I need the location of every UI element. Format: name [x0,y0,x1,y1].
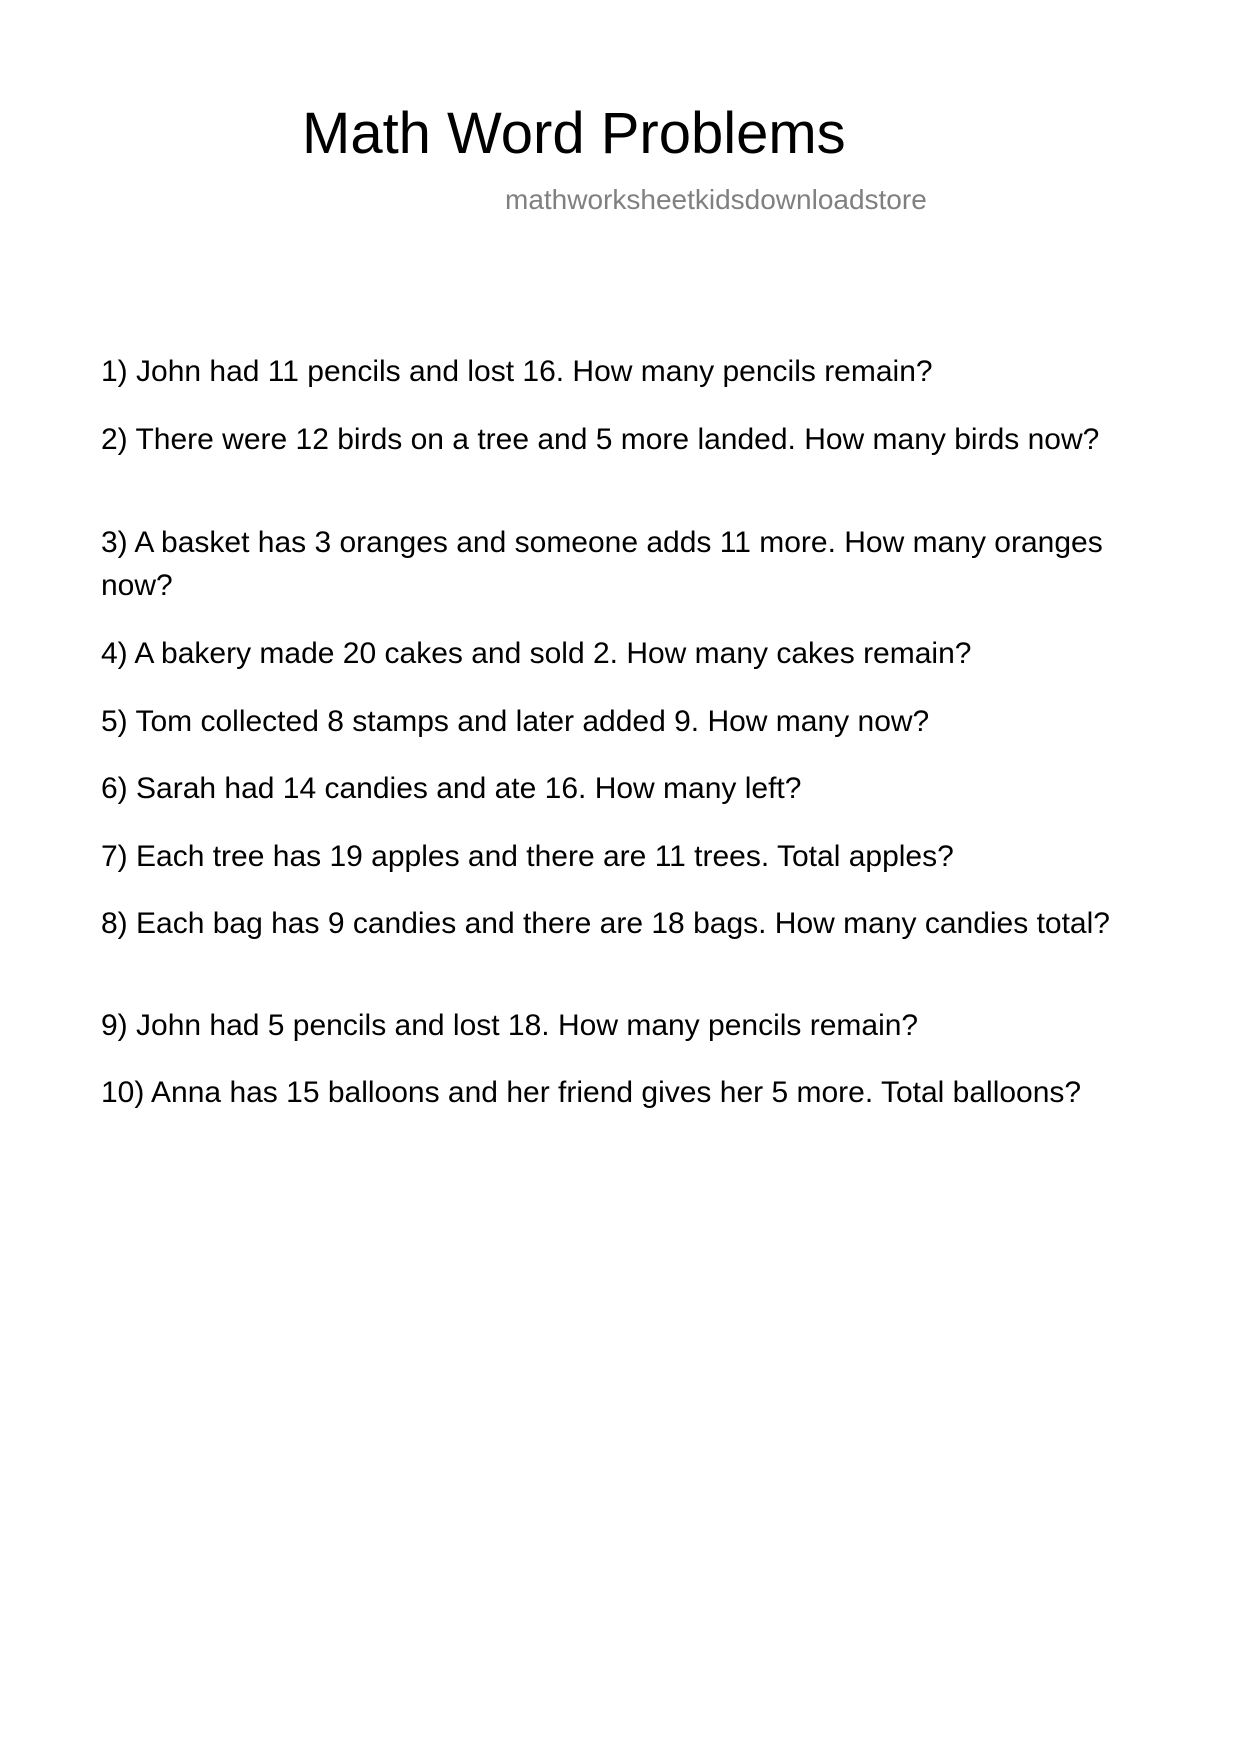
problem-item-5: 5) Tom collected 8 stamps and later added 9. How many now? [101,705,930,738]
source-subtitle: mathworksheetkidsdownloadstore [505,184,927,215]
problem-item-8: 8) Each bag has 9 candies and there are 18 bags. How many candies total? [101,907,1110,940]
page-title: Math Word Problems [302,101,846,166]
problem-item-2: 2) There were 12 birds on a tree and 5 more landed. How many birds now? [101,423,1100,456]
problem-item-3: 3) A basket has 3 oranges and someone adds 11 more. How many oranges now? [101,526,1103,602]
problem-item-1: 1) John had 11 pencils and lost 16. How many pencils remain? [101,355,933,388]
problem-item-4: 4) A bakery made 20 cakes and sold 2. How many cakes remain? [101,637,972,670]
problem-item-6: 6) Sarah had 14 candies and ate 16. How many left? [101,772,802,805]
problem-item-10: 10) Anna has 15 balloons and her friend gives her 5 more. Total balloons? [101,1076,1082,1109]
problem-item-7: 7) Each tree has 19 apples and there are 11 trees. Total apples? [101,840,954,873]
problem-item-9: 9) John had 5 pencils and lost 18. How many pencils remain? [101,1009,919,1042]
